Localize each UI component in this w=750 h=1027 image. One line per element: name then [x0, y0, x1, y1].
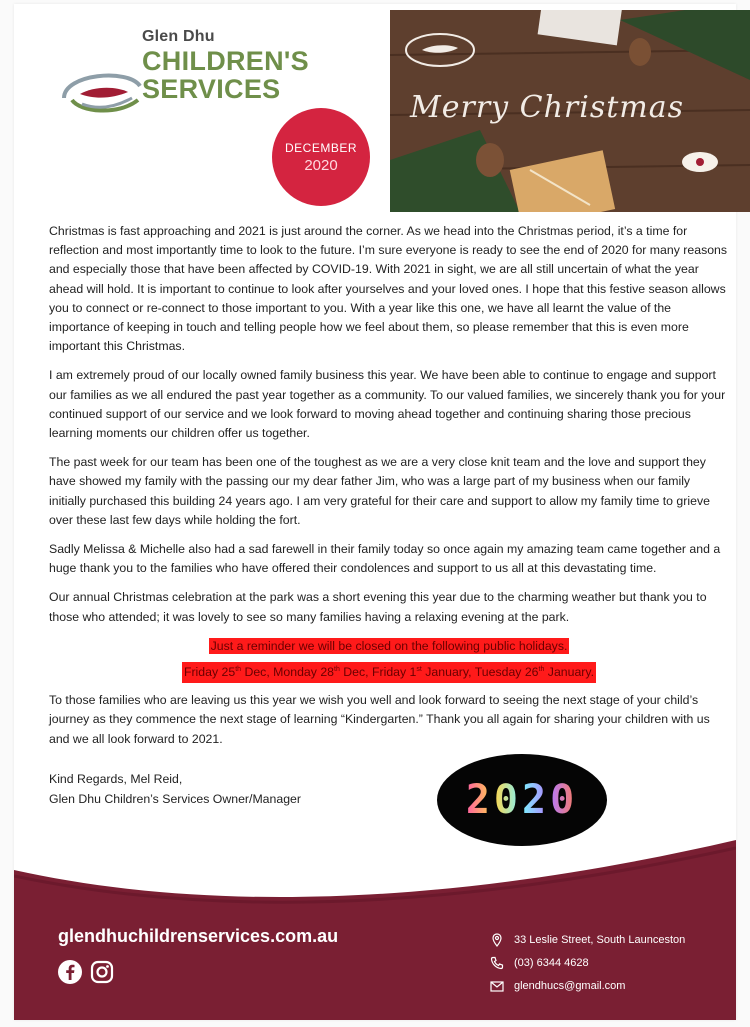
paragraph-2: I am extremely proud of our locally owned family business this year. We have been able to continue to engage and support our families as we all endured the past year together as a community. To our valued families, we sincerely thank you for your continued support of our service and we look forward to moving ahead together and continuing sharing those precious learning moments our children offer us together.	[49, 368, 726, 441]
year-label: 2020	[304, 156, 338, 174]
phone-text[interactable]: (03) 6344 4628	[514, 956, 589, 969]
website-link[interactable]: glendhuchildrenservices.com.au	[58, 926, 339, 946]
paragraph-1: Christmas is fast approaching and 2021 is just around the corner. As we head into the Christmas period, it’s a time for reflection and most importantly time to look to the future. I’m sure everyone is ready to see the end of 2020 for many reasons and especially those that have been affected by COVID-19. With 2021 in sight, we are all still uncertain of what the year ahead will hold. It is important to continue to look after yourselves and your loved ones. I hope that this festive season allows you to connect or re-connect to those important to you. With a year like this one, we have all learnt the value of the importance of keeping in touch and telling people how we feel about them, so please remember that this is even more important this Christmas.	[49, 224, 728, 354]
ordinal-sup: st	[416, 665, 422, 673]
signoff-line-1: Kind Regards, Mel Reid,	[49, 772, 183, 786]
facebook-icon[interactable]	[58, 960, 82, 984]
holiday-text: January.	[544, 665, 595, 680]
address-row	[490, 928, 685, 951]
phone-icon	[490, 956, 504, 970]
brand-swirl-icon	[58, 64, 148, 124]
footer	[14, 840, 736, 1020]
ordinal-sup: th	[235, 665, 242, 673]
email-text[interactable]: glendhucs@gmail.com	[514, 979, 626, 992]
merry-christmas-title: Merry Christmas	[410, 90, 685, 125]
paragraph-6: To those families who are leaving us this year we wish you well and look forward to seeing the next stage of your child’s journey as they commence the next stage of learning “Kindergarten.” Thank you all again for sharing your children with us and we all look forward to 2021.	[49, 693, 710, 746]
instagram-icon[interactable]	[90, 960, 114, 984]
brand-line-2: SERVICES	[142, 74, 281, 104]
signoff	[49, 769, 301, 809]
location-pin-icon	[490, 933, 504, 947]
holiday-text: January, Tuesday 26	[421, 665, 539, 680]
ordinal-sup: th	[538, 665, 545, 673]
holiday-text: Dec, Friday 1	[339, 665, 417, 680]
mail-icon	[490, 979, 504, 993]
paragraph-3: The past week for our team has been one of the toughest as we are a very close knit team and the love and support they have showed my family with the passing our my dear father Jim, who was a large part of my business when our family initially purchased this building 24 years ago. I am very grateful for their care and support to allow my family time to grieve over these last few days while holding the fort.	[49, 455, 710, 527]
holiday-notice	[49, 637, 729, 683]
brand-line-1: CHILDREN'S	[142, 46, 309, 76]
signoff-line-2: Glen Dhu Children’s Services Owner/Manager	[49, 792, 301, 806]
holiday-text: Dec, Monday 28	[241, 665, 335, 680]
month-label: DECEMBER	[284, 140, 357, 155]
letter-body	[49, 222, 729, 759]
address-text: 33 Leslie Street, South Launceston	[514, 933, 686, 946]
brand-logo	[58, 26, 318, 136]
contact-details	[490, 928, 685, 997]
reminder-highlight: Just a reminder we will be closed on the following public holidays.	[210, 638, 568, 653]
month-badge	[272, 108, 370, 206]
phone-row	[490, 951, 685, 974]
brand-small-text: Glen Dhu	[142, 28, 215, 45]
christmas-image	[390, 10, 750, 212]
holidays-highlight	[182, 662, 596, 683]
social-links	[58, 960, 114, 984]
holiday-text: Friday 25	[183, 665, 236, 680]
email-row	[490, 974, 685, 997]
paragraph-4: Sadly Melissa & Michelle also had a sad farewell in their family today so once again my amazing team came together and a huge thank you to the families who have offered their condolences and support to us all at this devastating time.	[49, 542, 721, 576]
paragraph-5: Our annual Christmas celebration at the park was a short evening this year due to the charming weather but thank you to those who attended; it was lovely to see so many families having a relaxing evening at the park.	[49, 590, 707, 624]
badge-year-text: 2020	[465, 777, 579, 823]
ordinal-sup: th	[334, 665, 340, 673]
year-2020-badge	[437, 754, 607, 846]
